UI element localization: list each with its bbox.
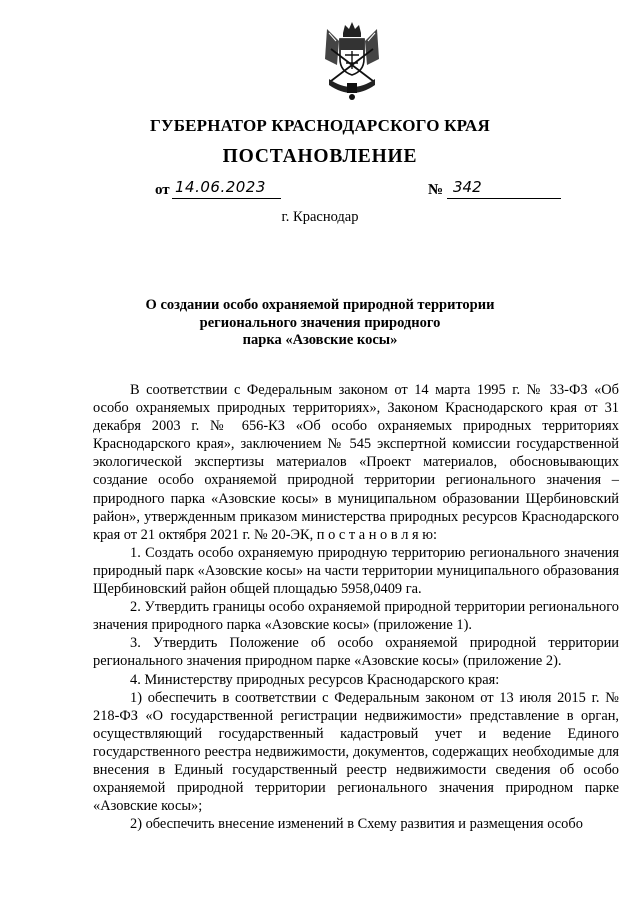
document-type: ПОСТАНОВЛЕНИЕ	[222, 146, 418, 167]
date-label: от	[155, 182, 170, 198]
body-paragraph: 2) обеспечить внесение изменений в Схему развития и размещения особо	[130, 816, 583, 833]
body-paragraph: В соответствии с Федеральным законом от 14 марта 1995 г. № 33-ФЗ «Об особо охраняемых природных территориях», Законом Краснодарского края от 31 декабря 2003 г. № 656-КЗ «Об особо охраняемых природных территориях Краснодарского края», заключением № 545 экспертной комиссии государственной экологической экспертизы материалов «Проект материалов, обосновывающих создание особо охраняемой природной территории регионального значения – природного парка «Азовские косы» в муниципальном образовании Щербиновский район», утвержденным приказом министерства природных ресурсов Краснодарского края от 21 октября 2021 г. № 20-ЭК, п о с т а н о в л я ю:	[93, 382, 619, 543]
issuing-authority: ГУБЕРНАТОР КРАСНОДАРСКОГО КРАЯ	[150, 116, 490, 135]
title-line: О создании особо охраняемой природной территории	[145, 297, 495, 313]
number-value: 342	[447, 178, 561, 199]
number-label: №	[428, 182, 444, 198]
date-value: 14.06.2023	[172, 178, 281, 199]
title-line: парка «Азовские косы»	[242, 332, 398, 348]
body-paragraph: 2. Утвердить границы особо охраняемой природной территории регионального значения природного парка «Азовские косы» (приложение 1).	[93, 599, 619, 634]
body-paragraph: 1. Создать особо охраняемую природную территорию регионального значения природный парк «Азовские косы» на части территории муниципального образования Щербиновский район общей площадью 5958,0409 га.	[93, 544, 619, 598]
document-title	[0, 297, 640, 350]
title-line: регионального значения природного	[199, 314, 441, 331]
city: г. Краснодар	[281, 209, 359, 225]
body-paragraph: 1) обеспечить в соответствии с Федеральным законом от 13 июля 2015 г. № 218-ФЗ «О государственной регистрации недвижимости» представление в орган, осуществляющий государственный кадастровый учет и ведение Единого государственного реестра недвижимости, документов, содержащих необходимые для внесения в Единый государственный реестр недвижимости сведения об особо охраняемой природной территории регионального значения природном парке «Азовские косы»;	[93, 689, 619, 815]
document-body	[93, 381, 619, 833]
body-paragraph: 3. Утвердить Положение об особо охраняемой природной территории регионального значения природном парке «Азовские косы» (приложение 2).	[93, 635, 619, 670]
coat-of-arms-icon	[321, 19, 383, 103]
body-paragraph: 4. Министерству природных ресурсов Краснодарского края:	[130, 671, 500, 688]
